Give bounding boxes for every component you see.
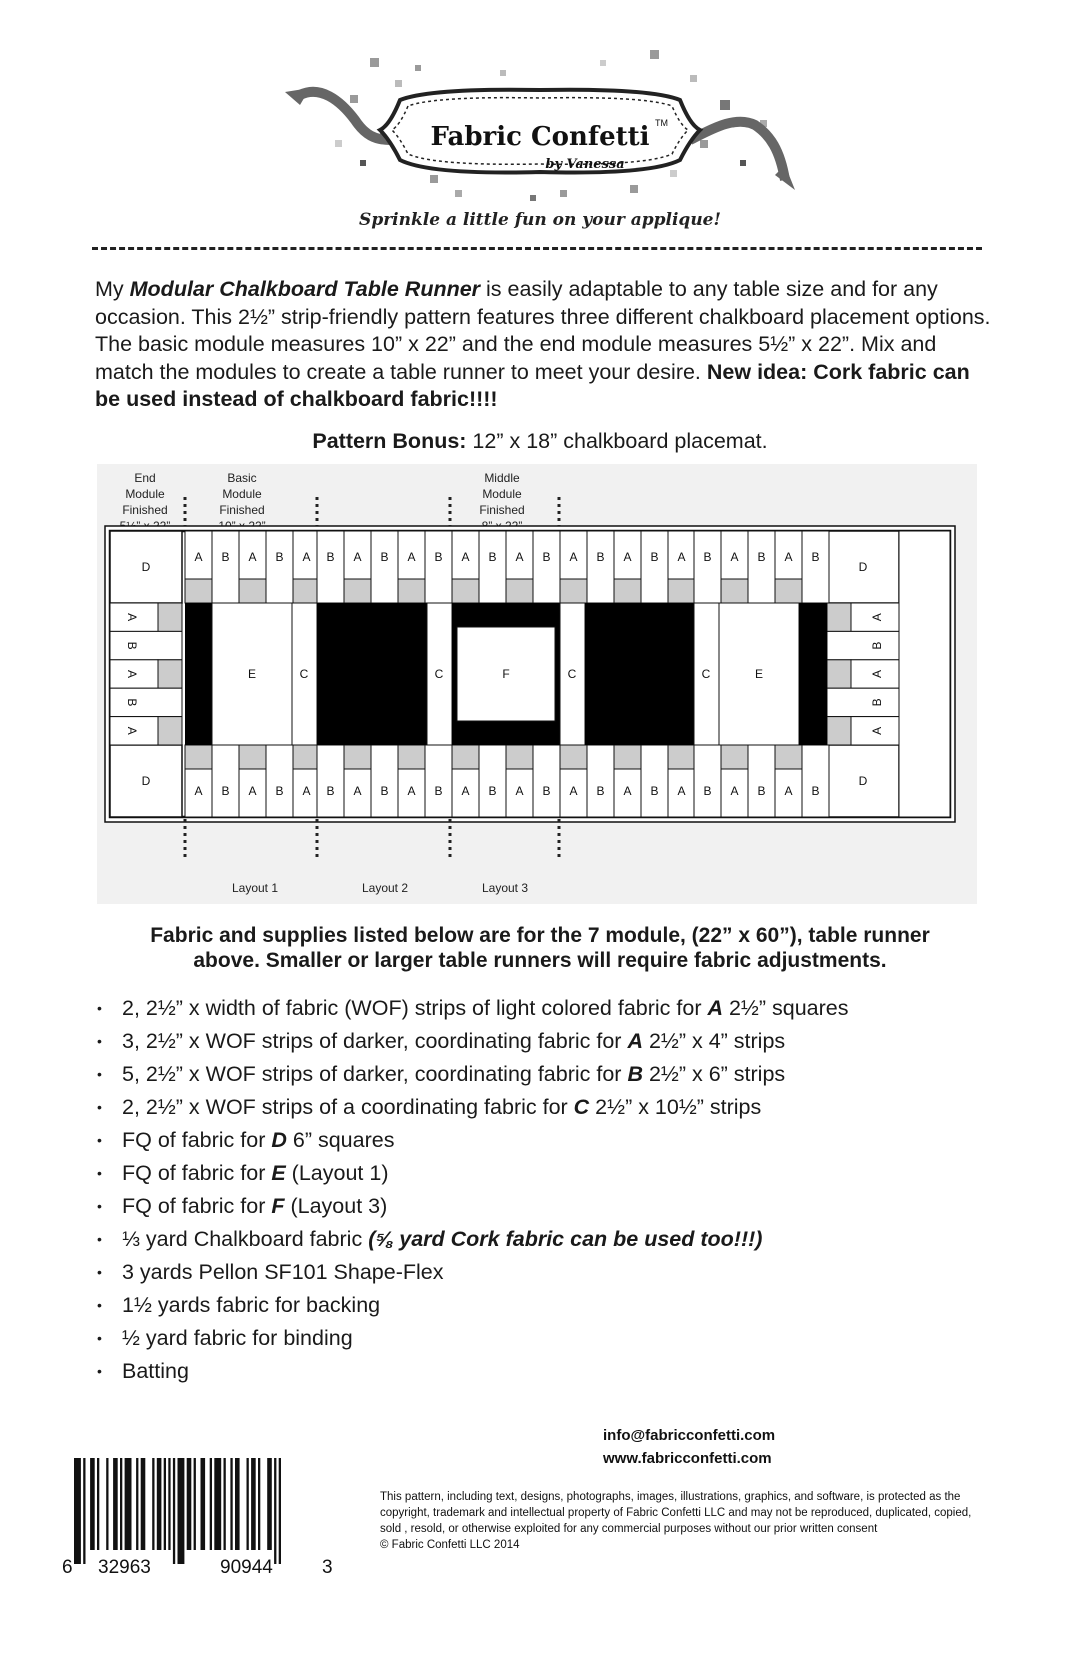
barcode-bar [136, 1458, 138, 1550]
end-strip-label: A [125, 613, 139, 622]
c-label: C [701, 667, 711, 681]
strip-label: B [275, 550, 284, 564]
bonus-text: 12” x 18” chalkboard placemat. [466, 429, 768, 453]
layout-1-label: Layout 1 [231, 881, 279, 895]
supply-item [95, 992, 995, 1025]
chalkboard-strip [799, 603, 827, 745]
d-label: D [858, 774, 868, 788]
strip-cell [266, 531, 293, 603]
barcode-bar [83, 1458, 85, 1564]
e-label: E [247, 667, 257, 681]
supply-key-letter: F [271, 1194, 285, 1218]
supply-text: FQ of fabric for [122, 1194, 272, 1218]
strip-cell [694, 531, 721, 603]
end-strip [827, 631, 899, 659]
supply-text-suffix: 6” squares [286, 1128, 395, 1152]
module-label-line: Module [222, 487, 262, 501]
barcode-right-digits: 90944 [220, 1557, 273, 1578]
barcode-bar [113, 1458, 118, 1550]
strip-shade [614, 745, 641, 769]
strip-label: B [757, 550, 766, 564]
legal-notice [380, 1489, 980, 1553]
strip-label: A [730, 550, 739, 564]
end-strip-shade [827, 603, 851, 631]
contact-email[interactable]: info@fabricconfetti.com [603, 1427, 776, 1444]
strip-label: B [811, 784, 820, 798]
strip-shade [668, 745, 695, 769]
strip-label: B [650, 784, 659, 798]
strip-label: A [194, 550, 203, 564]
end-strip [110, 688, 182, 716]
supply-text: 1½ yards fabric for backing [122, 1293, 381, 1317]
strip-shade [398, 745, 425, 769]
supplies-heading [0, 923, 1080, 973]
strip-label: A [623, 550, 632, 564]
module-label-line: Finished [219, 503, 265, 517]
brand-logo [0, 0, 1080, 240]
barcode-bar [247, 1458, 249, 1550]
strip-cell [317, 745, 344, 817]
end-strip-label: B [125, 698, 139, 707]
strip-label: B [275, 784, 284, 798]
supply-item [95, 1355, 995, 1388]
end-strip-label: A [870, 669, 884, 679]
strip-cell [371, 531, 398, 603]
strip-label: A [569, 784, 578, 798]
strip-cell [641, 531, 668, 603]
strip-cell [479, 531, 506, 603]
diagram-canvas [97, 464, 977, 904]
intro-part1: My [95, 277, 130, 301]
strip-cell [533, 745, 560, 817]
strip-shade [721, 745, 748, 769]
end-strip-shade [158, 717, 182, 745]
supply-note: (⅝ yard Cork fabric can be used too!!!) [368, 1227, 763, 1251]
strip-label: B [542, 550, 551, 564]
supply-text: 3 yards Pellon SF101 Shape-Flex [122, 1260, 444, 1284]
strip-label: B [380, 550, 389, 564]
brand-name: Fabric Confetti [430, 122, 650, 152]
strip-label: A [677, 784, 686, 798]
strip-shade [452, 745, 479, 769]
barcode-bar [125, 1458, 132, 1550]
strip-cell [212, 745, 239, 817]
strip-shade [293, 579, 320, 603]
barcode-bar [201, 1458, 206, 1550]
barcode-bar [279, 1458, 281, 1564]
strip-label: B [596, 784, 605, 798]
supply-text: ⅓ yard Chalkboard fabric [122, 1227, 369, 1251]
strip-cell [587, 531, 614, 603]
strip-label: A [407, 550, 416, 564]
strip-label: B [326, 550, 335, 564]
strip-cell [266, 745, 293, 817]
end-margin [899, 531, 950, 817]
runner-drawing [105, 526, 955, 822]
barcode-bar [74, 1458, 81, 1564]
e-label: E [754, 667, 764, 681]
strip-cell [748, 745, 775, 817]
strip-label: A [784, 550, 793, 564]
barcode-bar [210, 1458, 212, 1550]
intro-part2: is easily adaptable to any table size and for any occasion. This 2½” strip-friendly pattern features three different chalkboard placement options. The basic module measures 10” x 22” and the end module measures 5½” x 22”. Mix and match the modules to create a table runner to meet your desire. [95, 277, 991, 384]
supply-text-suffix: 2½” x 10½” strips [589, 1095, 762, 1119]
strip-label: A [515, 550, 524, 564]
end-strip-label: A [870, 613, 884, 622]
end-strip [110, 631, 182, 659]
d-label: D [141, 560, 151, 574]
supply-item [95, 1058, 995, 1091]
strip-shade [344, 745, 371, 769]
barcode-left-digits: 32963 [98, 1557, 151, 1578]
c-label: C [567, 667, 577, 681]
strip-cell [212, 531, 239, 603]
d-label: D [858, 560, 868, 574]
strip-cell [641, 745, 668, 817]
barcode-bar [194, 1458, 196, 1550]
end-strip-label: A [125, 726, 139, 735]
module-label-line: Basic [227, 471, 257, 485]
end-strip-label: B [125, 641, 139, 650]
strip-label: A [569, 550, 578, 564]
layout-3-label: Layout 3 [481, 881, 529, 895]
barcode-bar [141, 1458, 146, 1550]
strip-cell [533, 531, 560, 603]
barcode-bar [164, 1458, 166, 1550]
strip-label: A [302, 784, 311, 798]
strip-label: B [380, 784, 389, 798]
supply-text: 3, 2½” x WOF strips of darker, coordinating fabric for [122, 1029, 628, 1053]
strip-shade [452, 579, 479, 603]
strip-shade [560, 745, 587, 769]
supplies-list [95, 992, 995, 1388]
strip-shade [185, 579, 212, 603]
barcode-first-digit: 6 [62, 1557, 73, 1578]
supply-key-letter: C [573, 1095, 590, 1119]
copyright: © Fabric Confetti LLC 2014 [380, 1539, 520, 1551]
strip-label: B [811, 550, 820, 564]
module-label-line: Finished [122, 503, 168, 517]
barcode-bar [187, 1458, 192, 1550]
barcode-bar [157, 1458, 162, 1550]
end-strip [827, 688, 899, 716]
supply-item [95, 1223, 995, 1256]
dashed-divider [92, 247, 982, 250]
barcode-bar [258, 1458, 260, 1550]
tagline: Sprinkle a little fun on your applique! [359, 210, 721, 230]
strip-shade [506, 745, 533, 769]
new-idea: New idea: Cork fabric can be used instead of chalkboard fabric!!!! [95, 359, 970, 411]
strip-label: A [623, 784, 632, 798]
strip-label: A [461, 550, 470, 564]
supply-text: FQ of fabric for [122, 1161, 272, 1185]
supply-key-letter: A [707, 996, 723, 1020]
pattern-bonus [0, 429, 1080, 454]
supply-key-letter: B [627, 1062, 643, 1086]
barcode-bar [230, 1458, 232, 1550]
supply-item [95, 1124, 995, 1157]
strip-label: A [194, 784, 203, 798]
strip-label: B [488, 550, 497, 564]
module-label-line: Finished [479, 503, 525, 517]
strip-label: A [730, 784, 739, 798]
strip-shade [506, 579, 533, 603]
strip-label: A [248, 784, 257, 798]
barcode-bar [224, 1458, 226, 1550]
end-strip-shade [827, 717, 851, 745]
end-strip-label: B [870, 698, 884, 707]
barcode-bar [173, 1458, 175, 1564]
chalkboard-strip [185, 603, 212, 745]
intro-paragraph [95, 276, 1000, 414]
barcode-bar [214, 1458, 221, 1550]
barcode-bar [90, 1458, 95, 1550]
strip-cell [748, 531, 775, 603]
end-strip-shade [827, 660, 851, 688]
strip-label: B [434, 550, 443, 564]
strip-label: A [677, 550, 686, 564]
barcode-bar [235, 1458, 240, 1550]
end-strip-label: B [870, 641, 884, 650]
supply-item [95, 1322, 995, 1355]
barcode-bar [106, 1458, 108, 1550]
table-runner-diagram [97, 464, 977, 904]
strip-shade [239, 579, 266, 603]
strip-shade [668, 579, 695, 603]
module-label-line: Module [125, 487, 165, 501]
module-label-line: End [134, 471, 156, 485]
strip-label: A [515, 784, 524, 798]
chalkboard-panel [585, 603, 694, 745]
barcode-bar [168, 1458, 170, 1550]
supply-key-letter: D [271, 1128, 287, 1152]
barcode-bar [178, 1458, 185, 1564]
strip-shade [775, 745, 802, 769]
strip-label: B [542, 784, 551, 798]
end-strip-label: A [125, 669, 139, 679]
supply-text: FQ of fabric for [122, 1128, 272, 1152]
strip-shade [614, 579, 641, 603]
f-label: F [502, 667, 510, 681]
end-strip-shade [158, 660, 182, 688]
contact-website[interactable]: www.fabricconfetti.com [603, 1450, 772, 1467]
end-strip-shade [158, 603, 182, 631]
pattern-title: Modular Chalkboard Table Runner [129, 277, 481, 301]
strip-cell [802, 745, 829, 817]
barcode-bar [152, 1458, 154, 1550]
strip-label: B [221, 550, 230, 564]
strip-cell [694, 745, 721, 817]
strip-cell [587, 745, 614, 817]
strip-shade [185, 745, 212, 769]
chalkboard-panel [317, 603, 427, 745]
supply-text-suffix: 2½” squares [723, 996, 849, 1020]
strip-label: B [703, 550, 712, 564]
strip-cell [802, 531, 829, 603]
supply-item [95, 1190, 995, 1223]
strip-shade [293, 745, 320, 769]
supply-text: Batting [122, 1359, 189, 1383]
trademark: TM [655, 118, 668, 128]
strip-label: B [703, 784, 712, 798]
supply-key-letter: A [627, 1029, 643, 1053]
strip-label: B [434, 784, 443, 798]
legal-text: This pattern, including text, designs, photographs, images, illustrations, graphics, and software, is protected as the copyright, trademark and intellectual property of Fabric Confetti LLC and may not be reproduced, duplicated, copied, sold , resold, or otherwise exploited for any commercial purposes without our prior written consent [380, 1491, 972, 1535]
strip-label: B [650, 550, 659, 564]
strip-label: A [302, 550, 311, 564]
barcode-bar [120, 1458, 122, 1550]
barcode [60, 1458, 350, 1578]
supply-text-suffix: 2½” x 6” strips [642, 1062, 786, 1086]
strip-shade [721, 579, 748, 603]
strip-label: B [326, 784, 335, 798]
bonus-label: Pattern Bonus: [312, 429, 467, 453]
barcode-last-digit: 3 [322, 1557, 333, 1578]
strip-cell [317, 531, 344, 603]
d-label: D [141, 774, 151, 788]
supply-item [95, 1091, 995, 1124]
barcode-bar [97, 1458, 99, 1550]
supply-text: 2, 2½” x width of fabric (WOF) strips of light colored fabric for [122, 996, 708, 1020]
strip-label: B [221, 784, 230, 798]
strip-label: A [407, 784, 416, 798]
byline: by Vanessa [545, 157, 625, 172]
module-label-line: Module [482, 487, 522, 501]
supply-item [95, 1157, 995, 1190]
barcode-bar [274, 1458, 276, 1564]
supply-text: ½ yard fabric for binding [122, 1326, 353, 1350]
strip-cell [479, 745, 506, 817]
supply-text: 5, 2½” x WOF strips of darker, coordinating fabric for [122, 1062, 628, 1086]
barcode-bars [74, 1458, 281, 1564]
strip-shade [560, 579, 587, 603]
strip-label: A [248, 550, 257, 564]
strip-shade [775, 579, 802, 603]
c-label: C [434, 667, 444, 681]
contact-block [603, 1424, 775, 1470]
supply-item [95, 1025, 995, 1058]
strip-shade [239, 745, 266, 769]
strip-cell [425, 745, 452, 817]
supply-text-suffix: (Layout 1) [285, 1161, 389, 1185]
strip-label: A [784, 784, 793, 798]
module-label-line: Middle [484, 471, 520, 485]
barcode-bar [267, 1458, 272, 1550]
supply-text-suffix: 2½” x 4” strips [642, 1029, 786, 1053]
strip-cell [371, 745, 398, 817]
strip-label: B [757, 784, 766, 798]
strip-label: B [488, 784, 497, 798]
barcode-bar [251, 1458, 256, 1550]
supply-item [95, 1289, 995, 1322]
supply-key-letter: E [271, 1161, 286, 1185]
supply-text-suffix: (Layout 3) [284, 1194, 388, 1218]
supply-text: 2, 2½” x WOF strips of a coordinating fabric for [122, 1095, 574, 1119]
strip-label: A [353, 550, 362, 564]
c-label: C [299, 667, 309, 681]
strip-label: B [596, 550, 605, 564]
supplies-heading-line-2: above. Smaller or larger table runners will require fabric adjustments. [193, 949, 887, 972]
strip-label: A [461, 784, 470, 798]
layout-2-label: Layout 2 [361, 881, 409, 895]
supply-item [95, 1256, 995, 1289]
end-strip-label: A [870, 726, 884, 735]
strip-shade [344, 579, 371, 603]
supplies-heading-line-1: Fabric and supplies listed below are for the 7 module, (22” x 60”), table runner [150, 924, 930, 947]
strip-label: A [353, 784, 362, 798]
strip-shade [398, 579, 425, 603]
strip-cell [425, 531, 452, 603]
